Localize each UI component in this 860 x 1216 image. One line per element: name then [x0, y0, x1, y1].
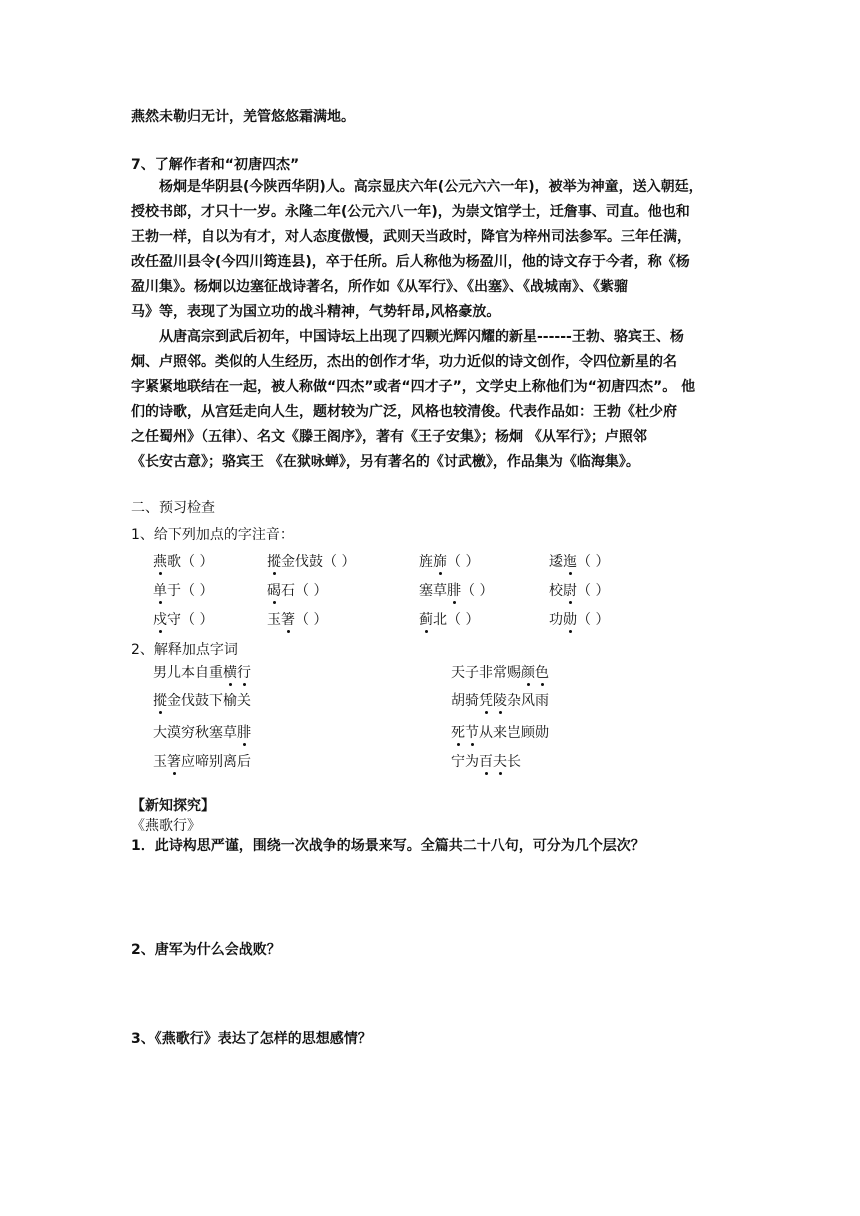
exercise-item: [153, 553, 213, 571]
dotted-char: 死: [451, 725, 465, 741]
dotted-char: 色: [535, 665, 549, 681]
poem-title: 《燕歌行》: [131, 818, 201, 834]
exercise-item: [153, 753, 251, 771]
exercise-item: [267, 553, 355, 571]
item-text: 歌（ ）: [167, 554, 214, 570]
item-text: （ ）: [577, 612, 610, 628]
dotted-char: 迤: [563, 554, 577, 570]
paragraph-line: 杨炯是华阴县(今陕西华阴)人。高宗显庆六年(公元六六一年)，被举为神童，送入朝廷，: [159, 179, 703, 195]
item-text: 金伐鼓（ ）: [281, 554, 356, 570]
paragraph-line: 字紧紧地联结在一起，被人称做“四杰”或者“四才子”，文学史上称他们为“初唐四杰”。 他: [131, 379, 696, 395]
item-text: 功: [549, 612, 563, 628]
exercise-item: [451, 692, 549, 710]
exercise-item: [451, 664, 549, 682]
paragraph-line: 马》等，表现了为国立功的战斗精神，气势轩昂,风格豪放。: [131, 304, 501, 320]
dotted-char: 百: [479, 754, 493, 770]
paragraph-line: 王勃一样，自以为有才，对人态度傲慢，武则天当政时，降官为梓州司法参军。三年任满，: [131, 229, 691, 245]
dotted-char: 碣: [267, 583, 281, 599]
dotted-char: 凭: [479, 693, 493, 709]
item-text: 金伐鼓下榆关: [167, 693, 251, 709]
explore-question-3: 3、《燕歌行》表达了怎样的思想感情？: [131, 1031, 372, 1047]
item-text: 男儿本自重: [153, 665, 223, 681]
section-7-heading: 7、了解作者和“初唐四杰”: [131, 157, 300, 173]
exercise-item: [153, 724, 251, 742]
dotted-char: 节: [465, 725, 479, 741]
paragraph-line: 炯、卢照邻。类似的人生经历，杰出的创作才华，功力近似的诗文创作，令四位新星的名: [131, 354, 677, 370]
dotted-char: 行: [237, 665, 251, 681]
item-text: 守（ ）: [167, 612, 214, 628]
paragraph-line: 盈川集》。杨炯以边塞征战诗著名，所作如《从军行》、《出塞》、《战城南》、《紫骝: [131, 279, 628, 295]
dotted-char: 勋: [563, 612, 577, 628]
item-text: 旌: [419, 554, 433, 570]
item-text: 逶: [549, 554, 563, 570]
item-text: 天子非常赐: [451, 665, 521, 681]
exercise-item: [419, 582, 493, 600]
item-text: 玉: [153, 754, 167, 770]
dotted-char: 蓟: [419, 612, 433, 628]
paragraph-line: 改任盈川县令(今四川筠连县)，卒于任所。后人称他为杨盈川，他的诗文存于今者，称《杨: [131, 254, 690, 270]
explore-question-2: 2、唐军为什么会战败？: [131, 942, 281, 958]
item-text: 应啼别离后: [181, 754, 251, 770]
dotted-char: 戍: [153, 612, 167, 628]
paragraph-line: 授校书郎，才只十一岁。永隆二年(公元六八一年)，为崇文馆学士，迁詹事、司直。他也和: [131, 204, 690, 220]
exercise-item: [549, 611, 609, 629]
item-text: 宁为: [451, 754, 479, 770]
new-knowledge-heading: 【新知探究】: [131, 798, 215, 814]
dotted-char: 陵: [493, 693, 507, 709]
preview-heading: 二、预习检查: [131, 500, 215, 516]
dotted-char: 夫: [493, 754, 507, 770]
dotted-char: 燕: [153, 554, 167, 570]
exercise-item: [549, 553, 609, 571]
dotted-char: 单: [153, 583, 167, 599]
dotted-char: 颜: [521, 665, 535, 681]
dotted-char: 腓: [447, 583, 461, 599]
exercise-item: [153, 611, 213, 629]
dotted-char: 箸: [167, 754, 181, 770]
question-2-title: 2、解释加点字词: [131, 642, 238, 658]
question-1-title: 1、给下列加点的字注音：: [131, 527, 294, 543]
item-text: 校: [549, 583, 563, 599]
item-text: （ ）: [447, 554, 480, 570]
dotted-char: 摐: [153, 693, 167, 709]
exercise-item: [549, 582, 609, 600]
item-text: 北（ ）: [433, 612, 480, 628]
item-text: （ ）: [295, 612, 328, 628]
item-text: 杂风雨: [507, 693, 549, 709]
exercise-item: [451, 753, 521, 771]
item-text: 胡骑: [451, 693, 479, 709]
item-text: （ ）: [577, 583, 610, 599]
paragraph-line: 之任蜀州》（五律）、名文《滕王阁序》，著有《王子安集》；杨炯 《从军行》；卢照邻: [131, 429, 647, 445]
exercise-item: [419, 611, 479, 629]
item-text: （ ）: [461, 583, 494, 599]
exercise-item: [267, 582, 327, 600]
item-text: 玉: [267, 612, 281, 628]
exercise-item: [153, 582, 213, 600]
item-text: 塞草: [419, 583, 447, 599]
exercise-item: [419, 553, 479, 571]
dotted-char: 尉: [563, 583, 577, 599]
item-text: 长: [507, 754, 521, 770]
dotted-char: 箸: [281, 612, 295, 628]
exercise-item: [153, 692, 251, 710]
dotted-char: 横: [223, 665, 237, 681]
item-text: 于（ ）: [167, 583, 214, 599]
dotted-char: 腓: [237, 725, 251, 741]
item-text: （ ）: [577, 554, 610, 570]
explore-question-1: 1．此诗构思严谨，围绕一次战争的场景来写。全篇共二十八句，可分为几个层次？: [131, 838, 645, 854]
dotted-char: 旆: [433, 554, 447, 570]
item-text: 石（ ）: [281, 583, 328, 599]
paragraph-line: 们的诗歌，从宫廷走向人生，题材较为广泛，风格也较清俊。代表作品如：王勃《杜少府: [131, 404, 677, 420]
dotted-char: 摐: [267, 554, 281, 570]
item-text: 大漠穷秋塞草: [153, 725, 237, 741]
exercise-item: [153, 664, 251, 682]
exercise-item: [267, 611, 327, 629]
poem-line: 燕然未勒归无计，羌管悠悠霜满地。: [131, 109, 355, 125]
exercise-item: [451, 724, 549, 742]
item-text: 从来岂顾勋: [479, 725, 549, 741]
paragraph-line: 从唐高宗到武后初年，中国诗坛上出现了四颗光辉闪耀的新星------王勃、骆宾王、杨: [159, 329, 684, 345]
paragraph-line: 《长安古意》；骆宾王 《在狱咏蝉》，另有著名的《讨武檄》，作品集为《临海集》。: [131, 454, 640, 470]
